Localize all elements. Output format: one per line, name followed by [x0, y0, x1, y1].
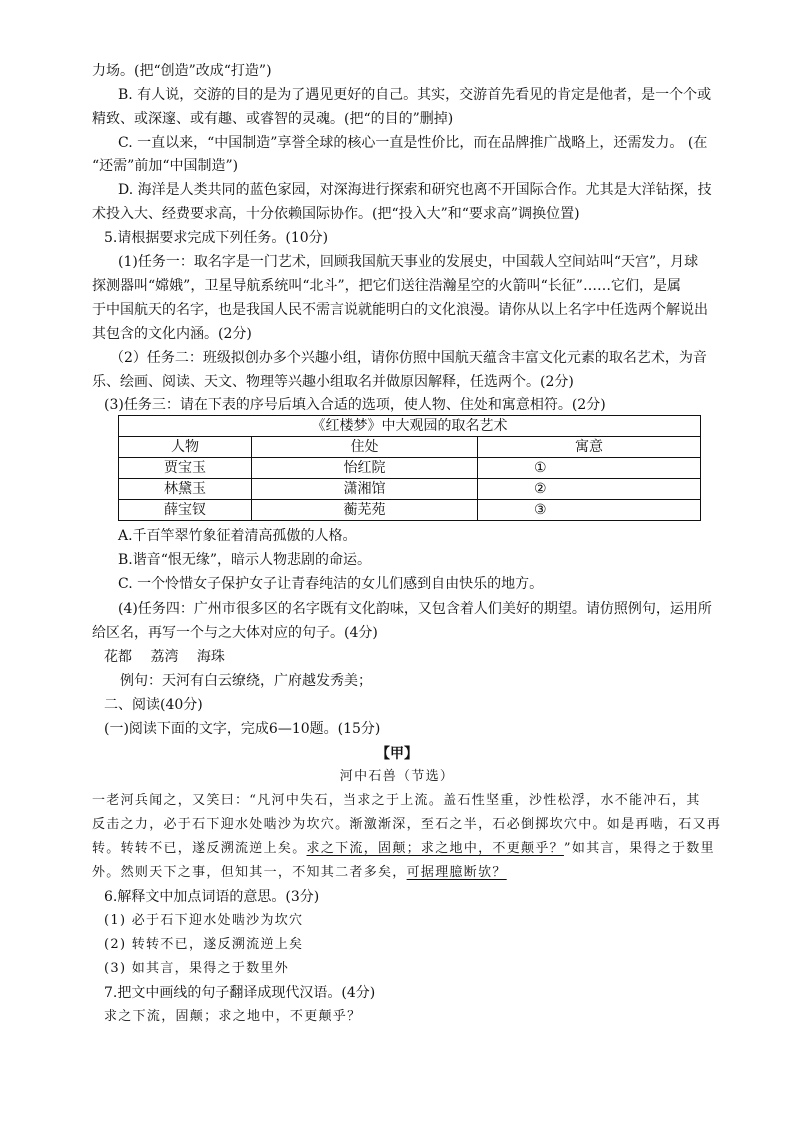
text-line: 探测器叫“嫦娥”，卫星导航系统叫“北斗”，把它们送往浩瀚星空的火箭叫“长征”……它们，是属	[92, 278, 681, 294]
text-line: 乐、绘画、阅读、天文、物理等兴趣小组取名并做原因解释，任选两个。(2分)	[92, 374, 574, 390]
table-header-row	[119, 437, 701, 458]
passage-title: 河中石兽（节选）	[339, 769, 455, 784]
section-heading: 二、阅读(40分)	[104, 697, 203, 713]
table-cell: 林黛玉	[119, 479, 252, 500]
question-5: 5.请根据要求完成下列任务。(10分)	[104, 230, 329, 246]
table-cell: 薛宝钗	[119, 500, 252, 521]
question-7: 7.把文中画线的句子翻译成现代汉语。(4分)	[104, 985, 376, 1001]
passage-text: 转。转转不已，遂反溯流逆上矣。	[92, 841, 307, 856]
sub-question: (3) 如其言，果得之于数里外	[104, 961, 290, 976]
text-line: 给区名，再写一个与之大体对应的句子。(4分)	[92, 625, 378, 641]
example-sentence: 例句：天河有白云缭绕，广府越发秀美；	[120, 673, 372, 689]
option-b: B.谐音“恨无缘”，暗示人物悲剧的命运。	[118, 552, 372, 568]
task-2: （2）任务二：班级拟创办多个兴趣小组，请你仿照中国航天蕴含丰富文化元素的取名艺术，为音	[110, 350, 707, 366]
translate-sentence: 求之下流，固颠；求之地中，不更颠乎？	[104, 1009, 362, 1024]
question-6: 6.解释文中加点词语的意思。(3分)	[104, 889, 320, 905]
text-line: 力场。(把“创造”改成“打造”)	[92, 63, 272, 79]
option-a: A.千百竿翠竹象征着清高孤傲的人格。	[118, 528, 357, 544]
table-row	[119, 479, 701, 500]
option-c: C. 一直以来，“中国制造”享誉全球的核心一直是性价比，而在品牌推广战略上，还需发力。 (在	[118, 135, 708, 151]
section-instructions: (一)阅读下面的文字，完成6—10题。(15分)	[104, 721, 381, 737]
sub-question: (2) 转转不已，遂反溯流逆上矣	[104, 937, 304, 952]
district-names: 花都 荔湾 海珠	[104, 649, 225, 665]
table-cell: 贾宝玉	[119, 458, 252, 479]
text-line: 精致、或深邃、或有趣、或睿智的灵魂。(把“的目的”删掉)	[92, 111, 454, 127]
naming-table	[118, 415, 701, 521]
table-header: 寓意	[478, 437, 701, 458]
table-row	[119, 500, 701, 521]
passage-line	[92, 840, 715, 858]
table-cell: ①	[478, 458, 701, 479]
passage-text: ”如其言，果得之于数里	[563, 841, 715, 856]
task-3: (3)任务三：请在下表的序号后填入合适的选项，使人物、住处和寓意相符。(2分)	[104, 397, 606, 413]
option-d: D. 海洋是人类共同的蓝色家园，对深海进行探索和研究也离不开国际合作。尤其是大洋钻探，技	[118, 182, 712, 198]
passage-label: 【甲】	[376, 746, 418, 762]
text-line: 其包含的文化内涵。(2分)	[92, 326, 252, 342]
table-header: 住处	[252, 437, 478, 458]
text-line: 于中国航天的名字，也是我国人民不需言说就能明白的文化浪漫。请你从以上名字中任选两个解说出	[92, 302, 708, 318]
table-cell: 蘅芜苑	[252, 500, 478, 521]
table-cell: ③	[478, 500, 701, 521]
underlined-sentence: 求之下流，固颠；求之地中，不更颠乎？	[306, 841, 564, 856]
table-title: 《红楼梦》中大观园的取名艺术	[119, 416, 701, 437]
sub-question: (1) 必于石下迎水处啮沙为坎穴	[104, 913, 304, 928]
table-cell: 怡红院	[252, 458, 478, 479]
option-b: B. 有人说，交游的目的是为了遇见更好的自己。其实，交游首先看见的肯定是他者，是一个个或	[118, 87, 712, 103]
table-header: 人物	[119, 437, 252, 458]
table-cell: ②	[478, 479, 701, 500]
table-row	[119, 458, 701, 479]
option-c: C. 一个怜惜女子保护女子让青春纯洁的女儿们感到自由快乐的地方。	[118, 576, 544, 592]
table-cell: 潇湘馆	[252, 479, 478, 500]
task-1: (1)任务一：取名字是一门艺术，回顾我国航天事业的发展史，中国载人空间站叫“天宫”，月球	[118, 254, 699, 270]
text-line: 术投入大、经费要求高，十分依赖国际协作。(把“投入大”和“要求高”调换位置)	[92, 206, 580, 222]
passage-text: 外。然则天下之事，但知其一，不知其二者多矣，	[92, 865, 407, 880]
underlined-sentence: 可据理臆断欤？	[406, 865, 507, 880]
passage-line: 反击之力，必于石下迎水处啮沙为坎穴。渐激渐深，至石之半，石必倒掷坎穴中。如是再啮，石又再	[92, 817, 722, 832]
task-4: (4)任务四：广州市很多区的名字既有文化韵味，又包含着人们美好的期望。请仿照例句，运用所	[118, 601, 712, 617]
passage-line	[92, 864, 507, 882]
passage-line: 一老河兵闻之，又笑曰：“凡河中失石，当求之于上流。盖石性坚重，沙性松浮，水不能冲石，其	[92, 793, 701, 808]
text-line: “还需”前加“中国制造”)	[92, 158, 239, 174]
